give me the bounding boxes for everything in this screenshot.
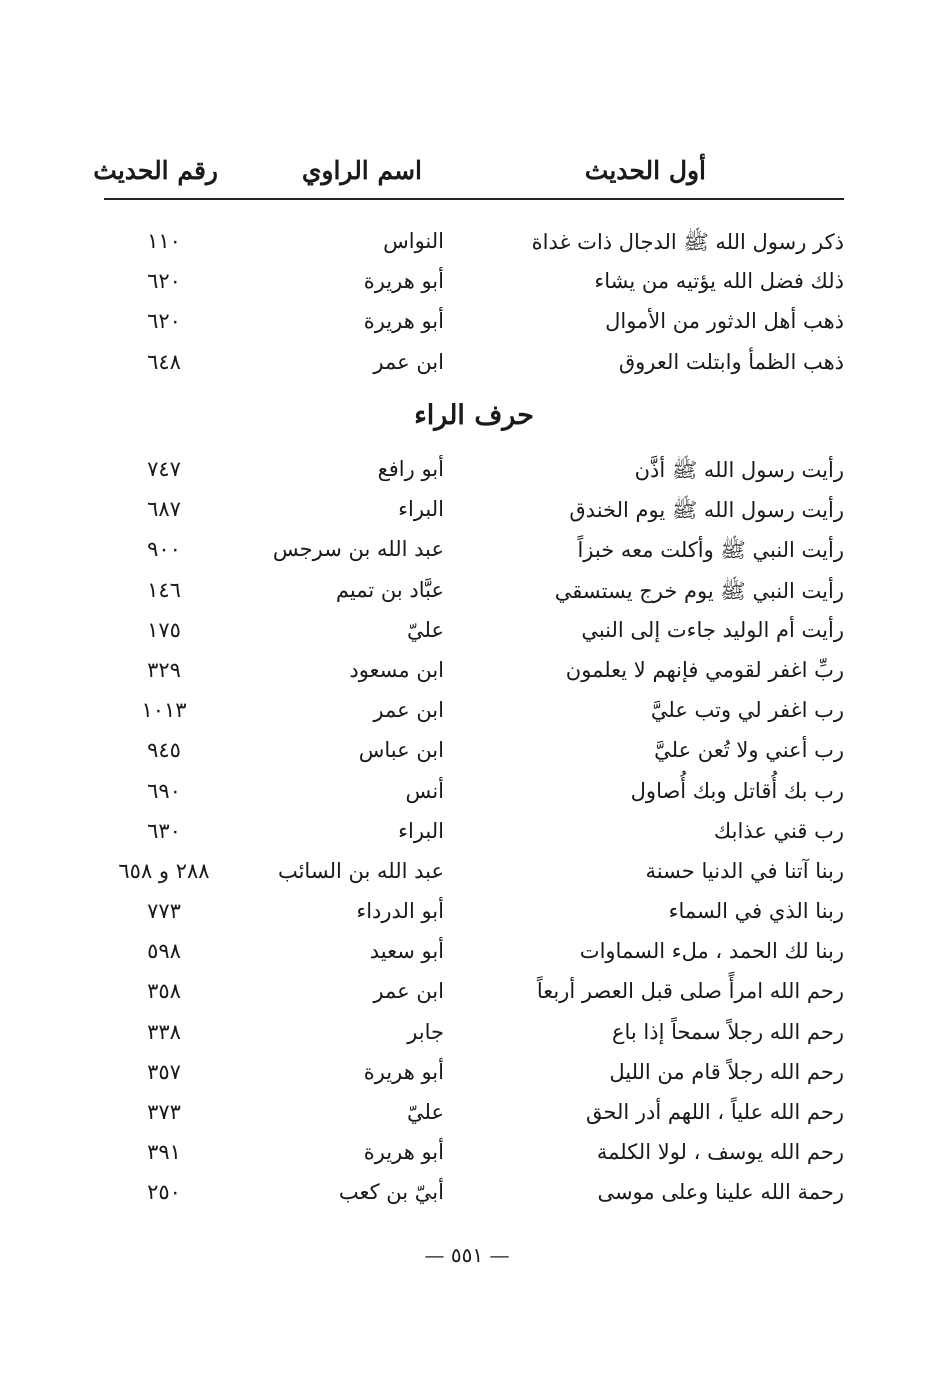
hadith-text: ذهب الظمأ وابتلت العروق [618, 349, 844, 374]
narrator: عليّ [407, 1100, 444, 1124]
narrator: أبيّ بن كعب [338, 1180, 444, 1205]
table-row [104, 736, 844, 776]
hadith-number: ٣٥٨ [147, 979, 181, 1004]
narrator: ابن مسعود [349, 657, 444, 682]
hadith-number: ٧٤٧ [147, 457, 181, 481]
narrator: أنس [405, 778, 444, 803]
hadith-text: رحم الله رجلاً قام من الليل [609, 1059, 844, 1084]
hadith-number: ٦٣٠ [147, 818, 181, 843]
hadith-number: ١٠١٣ [141, 698, 187, 723]
narrator: عبد الله بن السائب [277, 858, 444, 883]
narrator: أبو الدرداء [356, 899, 444, 924]
table-row [104, 227, 844, 267]
hadith-text: رحمة الله علينا وعلى موسى [597, 1180, 844, 1205]
narrator: ابن عمر [373, 349, 444, 374]
hadith-text: رأيت أم الوليد جاءت إلى النبي [581, 617, 844, 642]
hadith-text: ذهب أهل الدثور من الأموال [605, 309, 844, 334]
table-row [104, 977, 844, 1017]
narrator: عليّ [407, 617, 444, 642]
hadith-text: رحم الله امرأً صلى قبل العصر أربعاً [536, 979, 844, 1004]
narrator: أبو سعيد [369, 939, 444, 964]
narrator: النواس [383, 229, 444, 253]
table-row [104, 576, 844, 616]
hadith-number: ٢٨٨ و ٦٥٨ [118, 858, 210, 883]
narrator: أبو هريرة [363, 269, 444, 294]
hadith-number: ٣٢٩ [147, 657, 181, 682]
hadith-number: ٣٩١ [147, 1140, 181, 1165]
table-row [104, 696, 844, 736]
table-row [104, 937, 844, 977]
hadith-number: ١٤٦ [147, 577, 181, 602]
hadith-text: رب أعني ولا تُعن عليَّ [654, 738, 844, 763]
table-row [104, 455, 844, 495]
hadith-number: ٢٥٠ [147, 1180, 181, 1205]
table-row [104, 817, 844, 857]
hadith-number: ٣٥٧ [147, 1059, 181, 1084]
section-title: حرف الراء [414, 400, 534, 431]
hadith-number: ١١٠ [147, 229, 181, 253]
hadith-text: رب بك أُقاتل وبك أُصاول [630, 778, 844, 803]
hadith-text: رأيت النبي ﷺ وأكلت معه خبزاً [577, 538, 844, 563]
index-rows-dhal [104, 227, 844, 388]
index-rows-ra [104, 455, 844, 1219]
narrator: ابن عمر [373, 698, 444, 723]
table-row [104, 857, 844, 897]
hadith-number: ٣٣٨ [147, 1019, 181, 1044]
hadith-text: رحم الله يوسف ، لولا الكلمة [596, 1140, 844, 1165]
header-hadith-start: أول الحديث [584, 156, 706, 185]
hadith-text: رب اغفر لي وتب عليَّ [650, 698, 844, 723]
hadith-text: ذكر رسول الله ﷺ الدجال ذات غداة [531, 230, 844, 254]
hadith-text: ربنا آتنا في الدنيا حسنة [645, 858, 844, 883]
hadith-number: ٥٩٨ [147, 939, 181, 964]
narrator: البراء [398, 818, 444, 843]
hadith-number: ٩٠٠ [147, 537, 181, 562]
hadith-text: ذلك فضل الله يؤتيه من يشاء [594, 269, 844, 294]
table-header [93, 150, 844, 200]
table-row [104, 1018, 844, 1058]
narrator: عبَّاد بن تميم [335, 577, 444, 602]
narrator: جابر [407, 1019, 444, 1044]
narrator: عبد الله بن سرجس [272, 537, 444, 562]
hadith-number: ٩٤٥ [147, 738, 181, 763]
table-row [104, 307, 844, 347]
header-narrator-name: اسم الراوي [301, 156, 422, 185]
hadith-text: رأيت رسول الله ﷺ أذَّن [634, 458, 844, 482]
hadith-text: رحم الله رجلاً سمحاً إذا باع [611, 1019, 844, 1044]
narrator: أبو هريرة [363, 309, 444, 334]
hadith-text: رأيت رسول الله ﷺ يوم الخندق [569, 498, 844, 523]
table-row [104, 495, 844, 535]
table-row [104, 267, 844, 307]
narrator: البراء [398, 497, 444, 522]
narrator: أبو رافع [377, 457, 444, 481]
hadith-number: ٧٧٣ [147, 899, 181, 924]
hadith-number: ١٧٥ [147, 617, 181, 642]
hadith-number: ٦٩٠ [147, 778, 181, 803]
hadith-text: رب قني عذابك [713, 818, 844, 843]
table-row [104, 897, 844, 937]
hadith-number: ٣٧٣ [147, 1100, 181, 1124]
hadith-number: ٦٤٨ [147, 349, 181, 374]
header-hadith-number: رقم الحديث [93, 156, 218, 185]
table-row [104, 535, 844, 575]
hadith-number: ٦٨٧ [147, 497, 181, 522]
table-row [104, 1178, 844, 1218]
hadith-text: ربنا لك الحمد ، ملء السماوات [579, 939, 844, 964]
table-row [104, 348, 844, 388]
table-row [104, 656, 844, 696]
hadith-text: ربنا الذي في السماء [668, 899, 844, 924]
narrator: أبو هريرة [363, 1059, 444, 1084]
hadith-text: رحم الله علياً ، اللهم أدر الحق [585, 1100, 844, 1124]
page-number: — ٥٥١ — [424, 1243, 510, 1267]
narrator: ابن عباس [358, 738, 444, 763]
table-row [104, 777, 844, 817]
narrator: أبو هريرة [363, 1140, 444, 1165]
table-row [104, 616, 844, 656]
hadith-text: رأيت النبي ﷺ يوم خرج يستسقي [554, 578, 844, 603]
hadith-number: ٦٢٠ [147, 269, 181, 294]
table-row [104, 1138, 844, 1178]
table-row [104, 1098, 844, 1138]
table-row [104, 1058, 844, 1098]
narrator: ابن عمر [373, 979, 444, 1004]
hadith-number: ٦٢٠ [147, 309, 181, 334]
hadith-text: ربِّ اغفر لقومي فإنهم لا يعلمون [565, 657, 844, 682]
